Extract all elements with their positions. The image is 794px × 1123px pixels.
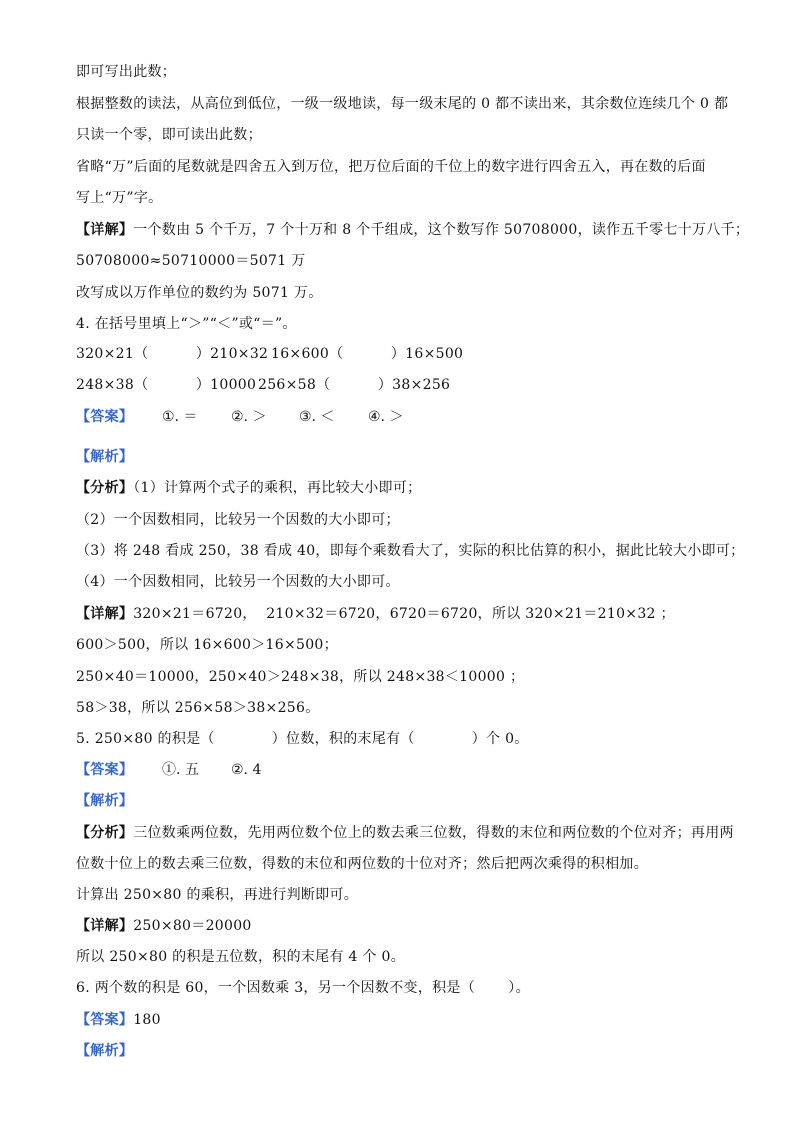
- analysis-tag: 【分析】: [76, 825, 134, 841]
- analysis-line: [76, 480, 421, 496]
- answer-item: ①. 五: [162, 762, 199, 778]
- answer-tag: 【答案】: [76, 1012, 134, 1028]
- answer-tag: 【答案】: [76, 762, 134, 778]
- answer-item: ③. ＜: [299, 409, 335, 425]
- text-line: 写上“万”字。: [76, 190, 163, 206]
- text-line: 50708000≈50710000＝5071 万: [76, 253, 306, 269]
- detail-tag: 【详解】: [76, 606, 134, 622]
- q4-expression: 320×21（ ）210×32: [76, 346, 269, 362]
- detail-tag: 【详解】: [76, 222, 134, 238]
- text-line: 250×40＝10000，250×40＞248×38，所以 248×38＜10000 ；: [76, 669, 525, 685]
- question-4-title: 4. 在括号里填上“＞”“＜”或“＝”。: [76, 316, 297, 332]
- text-line: （2）一个因数相同，比较另一个因数的大小即可；: [76, 512, 400, 528]
- text-line: 位数十位上的数去乘三位数，得数的末位和两位数的十位对齐；然后把两次乘得的积相加。: [76, 856, 648, 872]
- detail-line: [76, 918, 252, 934]
- text-line: （3）将 248 看成 250，38 看成 40，即每个乘数看大了，实际的积比估算的积小，据此比较大小即可；: [76, 543, 745, 559]
- q4-expression: 248×38（ ）10000: [76, 377, 257, 393]
- question-5-title: 5. 250×80 的积是（ ）位数，积的末尾有（ ）个 0。: [76, 731, 529, 747]
- analysis-tag: 【分析】: [76, 480, 134, 496]
- q4-expression: 256×58（ ）38×256: [258, 377, 451, 393]
- text-line: 只读一个零，即可读出此数；: [76, 127, 262, 143]
- text-line: （4）一个因数相同，比较另一个因数的大小即可。: [76, 574, 400, 590]
- detail-line: [76, 606, 675, 622]
- text-line: 根据整数的读法，从高位到低位，一级一级地读，每一级末尾的 0 都不读出来，其余数位连续几个 0 都: [76, 96, 729, 112]
- answer-item: ②. ＞: [231, 409, 267, 425]
- detail-text: 320×21＝6720， 210×32＝6720，6720＝6720，所以 320×21＝210×32 ；: [133, 606, 675, 622]
- detail-tag: 【详解】: [76, 918, 134, 934]
- text-line: 所以 250×80 的积是五位数，积的末尾有 4 个 0。: [76, 949, 406, 965]
- analysis-line: [76, 825, 734, 841]
- answer-item: ④. ＞: [368, 409, 404, 425]
- text-line: 计算出 250×80 的乘积，再进行判断即可。: [76, 887, 359, 903]
- answer-item: ①. ＝: [162, 409, 198, 425]
- detail-text: 250×80＝20000: [133, 918, 252, 934]
- answer-tag: 【答案】: [76, 409, 134, 425]
- analysis-heading: 【解析】: [76, 1043, 134, 1059]
- detail-line: [76, 222, 749, 238]
- text-line: 58＞38，所以 256×58＞38×256。: [76, 700, 320, 716]
- analysis-heading: 【解析】: [76, 793, 134, 809]
- answer-line: [76, 1012, 161, 1028]
- analysis-text: （1）计算两个式子的乘积，再比较大小即可；: [133, 480, 422, 496]
- q4-expression: 16×600（ ）16×500: [271, 346, 464, 362]
- analysis-text: 三位数乘两位数，先用两位数个位上的数去乘三位数，得数的末位和两位数的个位对齐；再用两: [133, 825, 734, 841]
- question-6-title: 6. 两个数的积是 60，一个因数乘 3，另一个因数不变，积是（ ）。: [76, 980, 530, 996]
- detail-text: 一个数由 5 个千万，7 个十万和 8 个千组成，这个数写作 50708000，读作五千零七十万八千；: [133, 222, 750, 238]
- text-line: 即可写出此数；: [76, 64, 177, 80]
- text-line: 改写成以万作单位的数约为 5071 万。: [76, 285, 323, 301]
- analysis-heading: 【解析】: [76, 449, 134, 465]
- answer-item: ②. 4: [231, 762, 262, 778]
- answer-value: 180: [133, 1012, 161, 1028]
- text-line: 600＞500，所以 16×600＞16×500；: [76, 637, 338, 653]
- text-line: 省略“万”后面的尾数就是四舍五入到万位，把万位后面的千位上的数字进行四舍五入，再在数的后面: [76, 159, 706, 175]
